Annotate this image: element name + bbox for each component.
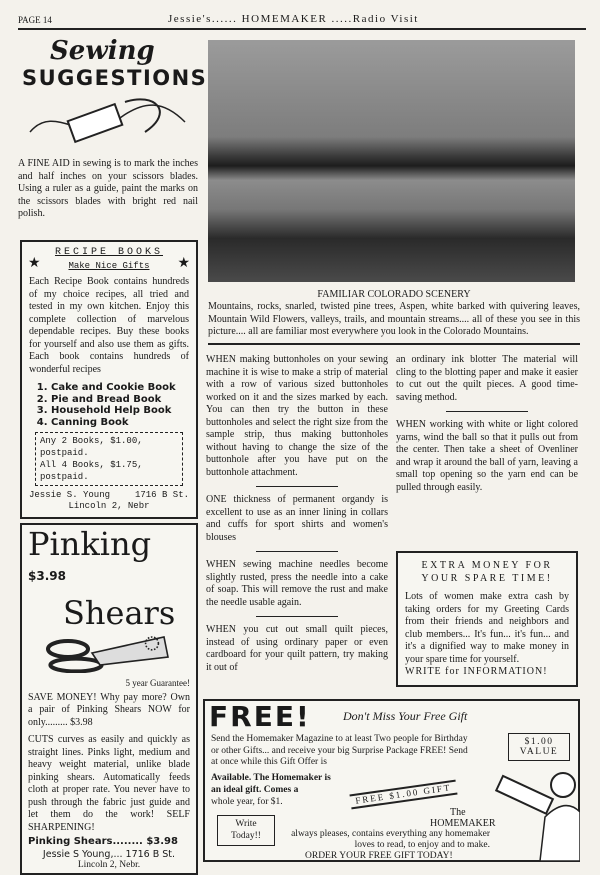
star-icon: ★ [177,256,190,271]
price-line: Any 2 Books, $1.00, postpaid. [40,436,143,458]
tip-yarn: WHEN working with white or light colored yarns, wind the ball so that it pulls out from the center. Then take a sheet of Ovenliner and wrap it around the ball of yarn, leaving a small top opening so the yarn end can be pulled through easily. [396,419,578,493]
star-icon: ★ [28,256,41,271]
write-today-button: Write Today!! [217,815,275,846]
recipe-title: RECIPE BOOKS [54,247,163,258]
divider [256,486,338,487]
thread-spool-illustration [25,92,190,152]
pinking-title [28,525,190,597]
book-item: 3. Household Help Book [51,405,189,417]
tip-quilt-continued: an ordinary ink blotter The material will cling to the blotting paper and make it easier to cut out the quilt pieces. A good time-saving method. [396,354,578,403]
recipe-subtitle: Make Nice Gifts [68,261,150,271]
recipe-books-ad [20,240,198,519]
address-name: Jessie S. Young [29,490,111,500]
page-number: PAGE 14 [18,15,52,25]
tips-column-middle [206,354,388,674]
book-item: 4. Canning Book [51,417,189,429]
scissors-illustration [28,629,188,673]
recipe-address [29,490,189,501]
extra-money-body: Lots of women make extra cash by taking orders for my Greeting Cards from their friends and neighbors and club members... It's fun... it's fun... and it's a dignified way to make money in your spare time for yourself. [405,591,569,665]
pinking-price-line: Pinking Shears........ $3.98 [28,836,178,848]
free-title: FREE! [209,700,311,733]
free-script-heading: Don't Miss Your Free Gift [343,709,468,723]
divider [446,411,528,412]
order-cta: ORDER YOUR FREE GIFT TODAY! [305,851,453,861]
free-bold-text: Available. The Homemaker is an ideal gift. Comes a [211,773,331,795]
tip-buttonholes: WHEN making buttonholes on your sewing machine it is wise to make a strip of material with a row of various sized buttonholes worked on it and the sizes marked by each. You can then try the button in these buttonholes and select the right size from the sample strip, thus making buttonholes without having to change the size of the buttonhole after you have put on the buttonhole attachment. [206,354,388,478]
recipe-body: Each Recipe Book contains hundreds of my choice recipes, all tried and tested in my own kitchen. Enjoy this complete collection of marvelous dependable recipes. Buy these books for yourself and also use them as gifts. Each book contains hundreds of wonderful recipes [29,276,189,375]
homemaker-label: HOMEMAKER [430,818,496,829]
the-label: The [450,807,466,818]
pinking-word: Pinking [28,525,152,563]
tip-organdy: ONE thickness of permanent organdy is excellent to use as an inner lining in collars and cuffs for sport shirts and women's blouses [206,494,388,543]
pinking-shears-ad [20,523,198,875]
address-city: Lincoln 2, Nebr [68,501,150,511]
extra-money-ad [396,551,578,687]
recipe-prices [35,432,183,486]
guarantee-text: 5 year Guarantee! [125,677,190,688]
sewing-title: SUGGESTIONS [22,66,208,90]
divider [256,616,338,617]
page-header [18,10,586,30]
photo-caption: Mountains, rocks, snarled, twisted pine trees, Aspen, white barked with quivering leaves, Mountain Wild Flowers, valleys, trails, and mountain streams.... all of these you see in this picture.... all are familiar most everywhere you look in the Colorado Mountains. [208,301,580,345]
tip-quilt: WHEN you cut out small quilt pieces, instead of using ordinary paper or even cardboard for your quilt pattern, try making it out of [206,624,388,673]
price-line: All 4 Books, $1.75, postpaid. [40,460,143,482]
book-item: 2. Pie and Bread Book [51,394,189,406]
free-gift-ribbon: FREE $1.00 GIFT [349,780,457,810]
free-pleases-text: always pleases, contains everything any homemaker loves to read, to enjoy and to make. [291,829,490,850]
free-body: Send the Homemaker Magazine to at least Two people for Birthday or other Gifts... and receive your big Surprise Package FREE! Send at once while this Gift Offer is [211,734,468,767]
pinking-description: CUTS curves as easily and quickly as straight lines. Pinks light, medium and heavy weight material, unlike blade pinking shears. Automatically feeds cloth at proper rate. You never have to push through the fabric just guide and let them do the work! SELF SHARPENING! [28,734,190,833]
pinking-address: Jessie S Young,... 1716 B St. [42,849,176,861]
left-column-ads [20,240,198,875]
page-running-title: Jessie's...... HOMEMAKER .....Radio Visit [168,13,419,25]
sewing-tip-text: A FINE AID in sewing is to mark the inches and half inches on your scissors blades. Using a ruler as a guide, paint the marks on the scissors blades with bright red nail polish. [18,158,198,219]
address-street: 1716 B St. [134,490,189,500]
woman-with-gift-illustration [495,767,580,861]
pinking-price-big: $3.98 [28,569,66,583]
book-item: 1. Cake and Cookie Book [51,382,189,394]
pinking-city: Lincoln 2, Nebr. [77,860,141,871]
tips-column-right [396,354,578,494]
sewing-title-script: Sewing [50,36,155,66]
divider [256,551,338,552]
colorado-scenery-photo [208,40,575,282]
free-price-text: whole year, for $1. [211,797,283,807]
extra-money-title: EXTRA MONEY FOR YOUR SPARE TIME! [421,560,553,584]
photo-caption-title: FAMILIAR COLORADO SCENERY [317,289,471,300]
free-gift-ad [203,699,580,862]
shears-word: Shears [63,593,176,632]
pinking-offer: SAVE MONEY! Why pay more? Own a pair of Pinking Shears NOW for only......... $3.98 [28,691,190,728]
recipe-book-list [29,382,189,428]
value-badge: $1.00 VALUE [508,733,570,761]
tip-needles: WHEN sewing machine needles become slightly rusted, press the needle into a cake of soap. This will remove the rust and make the needle usable again. [206,559,388,608]
extra-money-cta: WRITE for INFORMATION! [405,666,548,677]
